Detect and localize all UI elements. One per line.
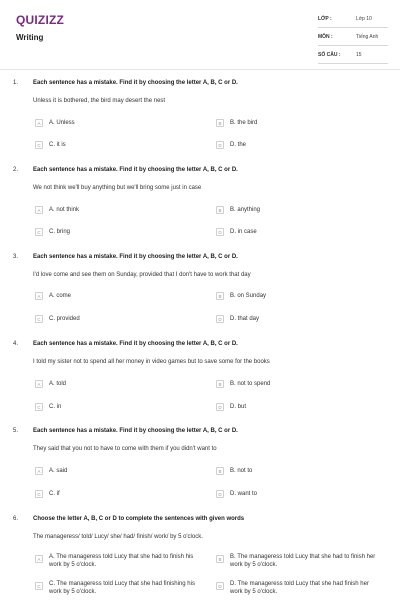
- meta-value: 15: [356, 51, 362, 58]
- option-text: C. The manageress told Lucy that she had finishing his work by 5 o'clock.: [49, 581, 195, 595]
- question-number: 3.: [13, 254, 19, 260]
- option-c[interactable]: [35, 403, 61, 411]
- option-letter-box: D: [216, 403, 224, 411]
- option-letter-box: D: [216, 228, 224, 236]
- option-d[interactable]: [216, 403, 246, 411]
- meta-row-class: [318, 10, 388, 28]
- question-prompt: Choose the letter A, B, C or D to complete the sentences with given words: [33, 516, 245, 522]
- header-divider: [0, 69, 400, 70]
- worksheet-title: Writing: [16, 33, 44, 42]
- question-6: [0, 516, 400, 600]
- option-letter-box: A: [35, 292, 43, 300]
- option-letter-box: C: [35, 141, 43, 149]
- worksheet-meta: [318, 10, 388, 64]
- option-a[interactable]: [35, 206, 79, 214]
- meta-value: Tiếng Anh: [356, 33, 379, 40]
- option-b[interactable]: [216, 206, 260, 214]
- option-letter-box: A: [35, 206, 43, 214]
- option-text: B. on Sunday: [230, 293, 267, 299]
- question-prompt: Each sentence has a mistake. Find it by choosing the letter A, B, C or D.: [33, 428, 238, 434]
- question-prompt: Each sentence has a mistake. Find it by choosing the letter A, B, C or D.: [33, 341, 238, 347]
- option-text: A. not think: [49, 207, 80, 213]
- question-2: [0, 167, 400, 247]
- question-number: 6.: [13, 516, 19, 522]
- meta-value: Lớp 10: [356, 15, 372, 22]
- question-number: 4.: [13, 341, 19, 347]
- option-c[interactable]: [35, 315, 80, 323]
- option-a[interactable]: [35, 292, 71, 300]
- option-text: A. said: [49, 468, 68, 474]
- question-sentence: The manageress/ told/ Lucy/ she/ had/ finish/ work/ by 5 o'clock.: [33, 534, 203, 540]
- option-text: A. Unless: [49, 120, 75, 126]
- option-letter-box: A: [35, 467, 43, 475]
- option-text: A. told: [49, 381, 67, 387]
- option-letter-box: C: [35, 582, 43, 590]
- question-number: 1.: [13, 80, 19, 86]
- question-4: [0, 341, 400, 421]
- question-sentence: Unless it is bothered, the bird may desert the nest: [33, 98, 166, 104]
- option-text: C. provided: [49, 316, 80, 322]
- option-text: C. in: [49, 404, 62, 410]
- option-d[interactable]: [216, 315, 259, 323]
- question-prompt: Each sentence has a mistake. Find it by choosing the letter A, B, C or D.: [33, 254, 238, 260]
- option-letter-box: B: [216, 467, 224, 475]
- question-sentence: I told my sister not to spend all her money in video games but to save some for the books: [33, 359, 270, 365]
- question-prompt: Each sentence has a mistake. Find it by choosing the letter A, B, C or D.: [33, 167, 238, 173]
- option-b[interactable]: [216, 292, 266, 300]
- option-c[interactable]: [35, 490, 60, 498]
- option-letter-box: D: [216, 141, 224, 149]
- option-letter-box: A: [35, 380, 43, 388]
- option-letter-box: B: [216, 292, 224, 300]
- question-3: [0, 254, 400, 334]
- option-text: B. not to: [230, 468, 253, 474]
- question-sentence: I'd love come and see them on Sunday, provided that I don't have to work that day: [33, 272, 251, 278]
- option-text: D. but: [230, 404, 247, 410]
- option-c[interactable]: [35, 228, 70, 236]
- option-c[interactable]: [35, 582, 199, 596]
- option-d[interactable]: [216, 228, 257, 236]
- option-letter-box: A: [35, 555, 43, 563]
- option-b[interactable]: [216, 119, 257, 127]
- option-d[interactable]: [216, 490, 257, 498]
- question-number: 5.: [13, 428, 19, 434]
- quizizz-logo: QUIZIZZ: [16, 13, 65, 27]
- option-b[interactable]: [216, 555, 380, 569]
- option-text: C. bring: [49, 229, 71, 235]
- option-text: B. not to spend: [230, 381, 271, 387]
- meta-key: SỐ CÂU :: [318, 51, 341, 58]
- worksheet-header: [0, 0, 400, 66]
- option-letter-box: C: [35, 490, 43, 498]
- option-letter-box: D: [216, 582, 224, 590]
- question-5: [0, 428, 400, 508]
- option-a[interactable]: [35, 555, 199, 569]
- option-text: A. The manageress told Lucy that she had to finish his work by 5 o'clock.: [49, 554, 194, 568]
- meta-key: LỚP :: [318, 15, 332, 22]
- option-letter-box: B: [216, 555, 224, 563]
- option-a[interactable]: [35, 119, 75, 127]
- option-c[interactable]: [35, 141, 66, 149]
- option-letter-box: C: [35, 228, 43, 236]
- question-sentence: We not think we'll buy anything but we'll bring some just in case: [33, 185, 202, 191]
- meta-row-subject: [318, 28, 388, 46]
- option-text: C. if: [49, 491, 60, 497]
- option-letter-box: B: [216, 380, 224, 388]
- question-sentence: They said that you not to have to come with them if you didn't want to: [33, 446, 217, 452]
- option-text: A. come: [49, 293, 72, 299]
- option-text: D. in case: [230, 229, 257, 235]
- option-text: C. it is: [49, 142, 66, 148]
- question-1: [0, 80, 400, 160]
- option-letter-box: D: [216, 315, 224, 323]
- option-d[interactable]: [216, 141, 246, 149]
- option-a[interactable]: [35, 467, 67, 475]
- option-letter-box: B: [216, 119, 224, 127]
- question-prompt: Each sentence has a mistake. Find it by choosing the letter A, B, C or D.: [33, 80, 238, 86]
- option-text: B. The manageress told Lucy that she had to finish her work by 5 o'clock.: [230, 554, 376, 568]
- option-text: B. anything: [230, 207, 261, 213]
- option-letter-box: A: [35, 119, 43, 127]
- option-d[interactable]: [216, 582, 380, 596]
- option-letter-box: C: [35, 315, 43, 323]
- option-b[interactable]: [216, 467, 252, 475]
- option-letter-box: B: [216, 206, 224, 214]
- option-a[interactable]: [35, 380, 66, 388]
- option-letter-box: D: [216, 490, 224, 498]
- option-text: D. that day: [230, 316, 260, 322]
- question-number: 2.: [13, 167, 19, 173]
- option-text: B. the bird: [230, 120, 258, 126]
- meta-key: MÔN :: [318, 33, 333, 40]
- option-text: D. The manageress told Lucy that she had finish her work by 5 o'clock.: [230, 581, 369, 595]
- meta-row-count: [318, 46, 388, 64]
- option-b[interactable]: [216, 380, 270, 388]
- option-letter-box: C: [35, 403, 43, 411]
- option-text: D. the: [230, 142, 247, 148]
- option-text: D. want to: [230, 491, 258, 497]
